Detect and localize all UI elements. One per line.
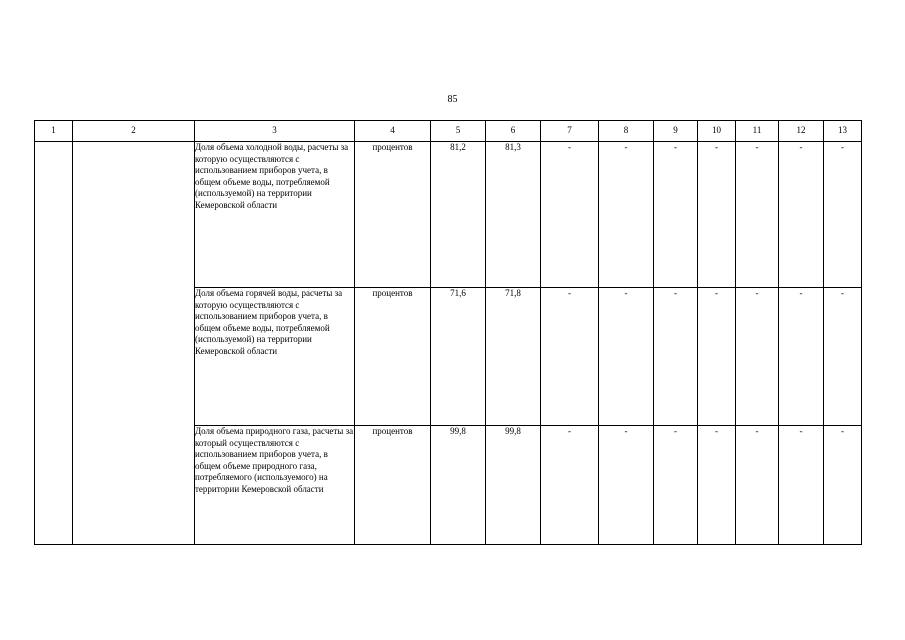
value-col7: - bbox=[541, 142, 599, 288]
column-header-11: 11 bbox=[736, 121, 779, 142]
value-col12: - bbox=[779, 142, 824, 288]
indicator-description: Доля объема горячей воды, расчеты за которую осуществляются с использованием приборов учета, в общем объеме воды, потребляемой (используемой) на территории Кемеровской области bbox=[195, 288, 355, 426]
header-row bbox=[35, 121, 862, 142]
column-header-2: 2 bbox=[73, 121, 195, 142]
value-col13: - bbox=[824, 426, 862, 545]
value-col12: - bbox=[779, 288, 824, 426]
column-header-8: 8 bbox=[599, 121, 654, 142]
table-row bbox=[35, 142, 862, 288]
unit-cell: процентов bbox=[355, 142, 431, 288]
value-col13: - bbox=[824, 288, 862, 426]
page-number: 85 bbox=[447, 94, 458, 105]
column-header-4: 4 bbox=[355, 121, 431, 142]
cell-col1-empty bbox=[35, 142, 73, 545]
value-col6: 81,3 bbox=[486, 142, 541, 288]
column-header-12: 12 bbox=[779, 121, 824, 142]
value-col5: 71,6 bbox=[431, 288, 486, 426]
value-col7: - bbox=[541, 426, 599, 545]
value-col13: - bbox=[824, 142, 862, 288]
value-col10: - bbox=[698, 142, 736, 288]
column-header-7: 7 bbox=[541, 121, 599, 142]
cell-col2-empty bbox=[73, 142, 195, 545]
value-col7: - bbox=[541, 288, 599, 426]
value-col10: - bbox=[698, 288, 736, 426]
value-col11: - bbox=[736, 142, 779, 288]
column-header-10: 10 bbox=[698, 121, 736, 142]
value-col11: - bbox=[736, 288, 779, 426]
value-col9: - bbox=[654, 142, 698, 288]
indicators-table bbox=[34, 120, 862, 545]
column-header-9: 9 bbox=[654, 121, 698, 142]
value-col8: - bbox=[599, 288, 654, 426]
value-col11: - bbox=[736, 426, 779, 545]
value-col9: - bbox=[654, 288, 698, 426]
value-col5: 99,8 bbox=[431, 426, 486, 545]
indicator-description: Доля объема природного газа, расчеты за который осуществляются с использованием приборов учета, в общем объеме природного газа, потребляемого (используемого) на территории Кемеровской области bbox=[195, 426, 355, 545]
value-col6: 99,8 bbox=[486, 426, 541, 545]
value-col8: - bbox=[599, 142, 654, 288]
value-col8: - bbox=[599, 426, 654, 545]
column-header-6: 6 bbox=[486, 121, 541, 142]
column-header-5: 5 bbox=[431, 121, 486, 142]
value-col12: - bbox=[779, 426, 824, 545]
value-col5: 81,2 bbox=[431, 142, 486, 288]
unit-cell: процентов bbox=[355, 288, 431, 426]
column-header-1: 1 bbox=[35, 121, 73, 142]
column-header-13: 13 bbox=[824, 121, 862, 142]
indicator-description: Доля объема холодной воды, расчеты за которую осуществляются с использованием приборов учета, в общем объеме воды, потребляемой (используемой) на территории Кемеровской области bbox=[195, 142, 355, 288]
unit-cell: процентов bbox=[355, 426, 431, 545]
column-header-3: 3 bbox=[195, 121, 355, 142]
value-col9: - bbox=[654, 426, 698, 545]
value-col10: - bbox=[698, 426, 736, 545]
value-col6: 71,8 bbox=[486, 288, 541, 426]
